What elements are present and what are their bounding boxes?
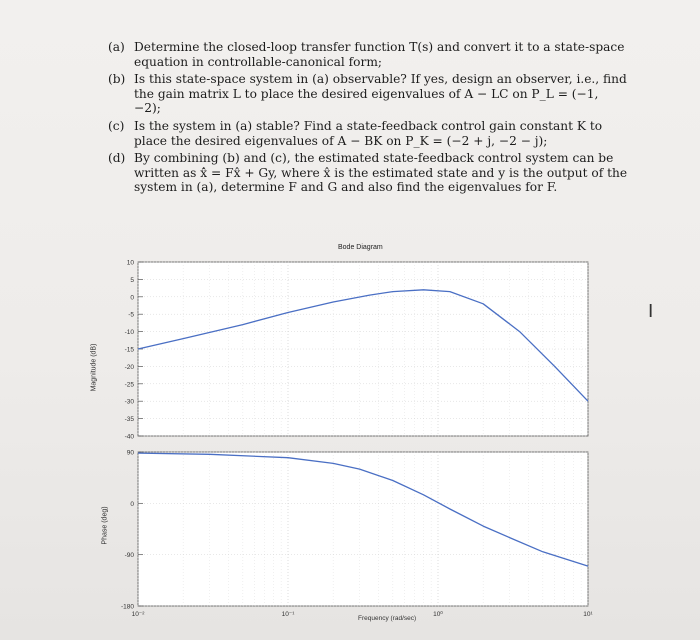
phase-axis-label: Phase (deg) xyxy=(101,506,109,545)
chart-title: Bode Diagram xyxy=(338,244,383,251)
x-tick-label: 10⁻¹ xyxy=(281,611,295,618)
text-cursor-icon: I xyxy=(648,301,654,322)
magnitude-tick-label: -30 xyxy=(124,398,134,406)
x-tick-label: 10⁻² xyxy=(131,611,145,618)
x-axis-label: Frequency (rad/sec) xyxy=(358,615,417,622)
x-axis xyxy=(132,610,594,618)
magnitude-tick-label: -35 xyxy=(124,416,134,424)
phase-tick-label: -180 xyxy=(120,603,134,611)
magnitude-tick-label: 0 xyxy=(130,294,134,302)
x-tick-label: 10⁰ xyxy=(433,611,443,618)
question-label: (d) xyxy=(108,151,126,166)
phase-panel xyxy=(121,450,588,611)
magnitude-axis-label: Magnitude (dB) xyxy=(90,343,98,392)
magnitude-panel xyxy=(125,260,588,441)
question-text: Is this state-space system in (a) observable? If yes, design an observer, i.e., find the gain matrix L to place the desired eigenvalues of A − LC on P_L = (−1, −2); xyxy=(134,72,627,116)
magnitude-tick-label: -15 xyxy=(124,346,134,354)
magnitude-tick-label: 10 xyxy=(126,259,134,267)
phase-tick-label: -90 xyxy=(124,552,134,560)
magnitude-tick-label: -25 xyxy=(124,381,134,389)
magnitude-tick-label: -5 xyxy=(128,311,134,319)
x-tick-label: 10¹ xyxy=(583,611,593,618)
question-text: Is the system in (a) stable? Find a state-feedback control gain constant K to place the desired eigenvalues of A − BK on P_K = (−2 + j, −2 − j); xyxy=(134,118,603,148)
question-label: (a) xyxy=(108,40,125,54)
magnitude-tick-label: 5 xyxy=(130,276,134,284)
magnitude-tick-label: -40 xyxy=(124,433,134,441)
phase-plot-area xyxy=(138,452,588,606)
magnitude-tick-label: -20 xyxy=(124,363,134,371)
question-label: (c) xyxy=(108,118,125,133)
question-text: Determine the closed-loop transfer function T(s) and convert it to a state-space equation in controllable-canonical form; xyxy=(134,40,625,69)
question-label: (b) xyxy=(108,72,126,87)
phase-tick-label: 0 xyxy=(130,500,134,508)
question-text: By combining (b) and (c), the estimated state-feedback control system can be written as x̂̇ = Fx̂ + Gy, where x̂ is the estimated state and y is the output of the system in (a), determine F and G and also find the eigenvalues for F. xyxy=(134,151,628,195)
phase-tick-label: 90 xyxy=(126,449,134,457)
magnitude-tick-label: -10 xyxy=(124,329,134,337)
